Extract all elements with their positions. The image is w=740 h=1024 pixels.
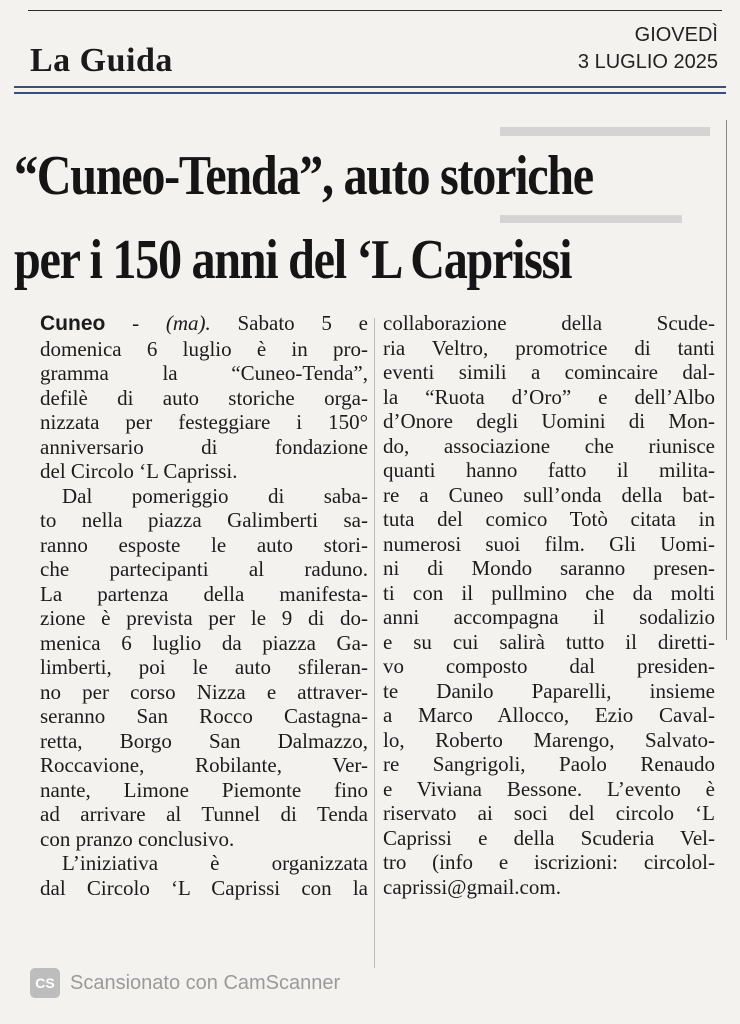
article-line: gramma la “Cuneo-Tenda”, <box>40 361 368 385</box>
article-line: do, associazione che riunisce <box>383 433 715 458</box>
article-line: seranno San Rocco Castagna- <box>40 704 368 728</box>
article-line: defilè di auto storiche orga- <box>40 385 368 410</box>
article-line: ti con il pullmino che da molti <box>383 580 715 605</box>
article-column-right <box>383 311 715 899</box>
article-dateline: Cuneo <box>40 312 106 335</box>
scanner-watermark <box>30 968 340 998</box>
article-line: to nella piazza Galimberti sa- <box>40 508 368 532</box>
article-line: la “Ruota d’Oro” e dell’Albo <box>383 384 715 409</box>
article-line: del Circolo ‘L Caprissi. <box>40 459 238 483</box>
article-line: d’Onore degli Uomini di Mon- <box>383 409 715 433</box>
article-line: te Danilo Paparelli, insieme <box>383 678 715 703</box>
article-column-left <box>40 311 368 900</box>
article-line: tro (info e iscrizioni: circolol- <box>383 850 715 874</box>
article-line: no per corso Nizza e attraver- <box>40 679 368 704</box>
issue-weekday: GIOVEDÌ <box>634 24 718 46</box>
article-line: L’iniziativa è organizzata <box>62 851 368 875</box>
header-double-rule <box>14 86 726 94</box>
article-line: ad arrivare al Tunnel di Tenda <box>40 802 368 826</box>
article-line: zione è prevista per le 9 di do- <box>40 606 368 630</box>
article-line: Dal pomeriggio di saba- <box>62 483 368 508</box>
article-line: ria Veltro, promotrice di tanti <box>383 335 715 360</box>
article-line: a Marco Allocco, Ezio Caval- <box>383 703 715 727</box>
article-line: nante, Limone Piemonte fino <box>40 777 368 802</box>
article-line: Caprissi e della Scuderia Vel- <box>383 825 715 850</box>
article-line: tuta del comico Totò citata in <box>383 507 715 531</box>
article-line: re Sangrigoli, Paolo Renaudo <box>383 752 715 776</box>
article-line: menica 6 luglio da piazza Ga- <box>40 630 368 655</box>
article-line: quanti hanno fatto il milita- <box>383 458 715 482</box>
article-line: e Viviana Bessone. L’evento è <box>383 776 715 801</box>
article-line: ranno esposte le auto stori- <box>40 532 368 557</box>
article-line: e su cui salirà tutto il diretti- <box>383 629 715 654</box>
bleed-through-shadow: ▬▬▬▬▬▬▬ <box>500 110 710 143</box>
article-line: collaborazione della Scude- <box>383 311 715 335</box>
headline-line: per i 150 anni del ‘L Caprissi <box>14 229 572 291</box>
article-line: Cuneo - (ma). Sabato 5 e <box>40 311 368 335</box>
article-line: lo, Roberto Marengo, Salvato- <box>383 727 715 752</box>
article-byline: - (ma). <box>105 311 211 335</box>
article-line: Roccavione, Robilante, Ver- <box>40 753 368 777</box>
paper-name: La Guida <box>30 42 173 79</box>
article-line: anniversario di fondazione <box>40 434 368 459</box>
article-line: La partenza della manifesta- <box>40 581 368 606</box>
bleed-through-shadow: ▬▬▬▬▬▬▬ <box>500 200 682 229</box>
camscanner-logo-icon: CS <box>30 968 60 998</box>
article-line: vo composto dal presiden- <box>383 654 715 678</box>
article-line: anni accompagna il sodalizio <box>383 605 715 629</box>
article-headline <box>14 134 616 302</box>
article-line: nizzata per festeggiare i 150° <box>40 410 368 434</box>
article-line: re a Cuneo sull’onda della bat- <box>383 482 715 507</box>
article-line: eventi simili a comincaire dal- <box>383 360 715 384</box>
issue-date-text: 3 LUGLIO 2025 <box>577 51 718 73</box>
header-top-rule <box>28 10 722 11</box>
article-line: domenica 6 luglio è in pro- <box>40 336 368 361</box>
article-line: che partecipanti al raduno. <box>40 557 368 581</box>
article-line: con pranzo conclusivo. <box>40 826 235 851</box>
watermark-text: Scansionato con CamScanner <box>70 971 341 994</box>
article-line: dal Circolo ‘L Caprissi con la <box>40 875 368 900</box>
column-divider <box>374 318 375 968</box>
headline-line: “Cuneo-Tenda”, auto storiche <box>14 145 593 207</box>
issue-date <box>578 22 718 76</box>
side-rule <box>726 120 727 640</box>
article-line: caprissi@gmail.com. <box>383 874 561 899</box>
article-line: limberti, poi le auto sfileran- <box>40 655 368 679</box>
article-line: riservato ai soci del circolo ‘L <box>383 801 715 825</box>
article-line: numerosi suoi film. Gli Uomi- <box>383 531 715 556</box>
article-line: retta, Borgo San Dalmazzo, <box>40 728 368 753</box>
article-line: ni di Mondo saranno presen- <box>383 556 715 580</box>
